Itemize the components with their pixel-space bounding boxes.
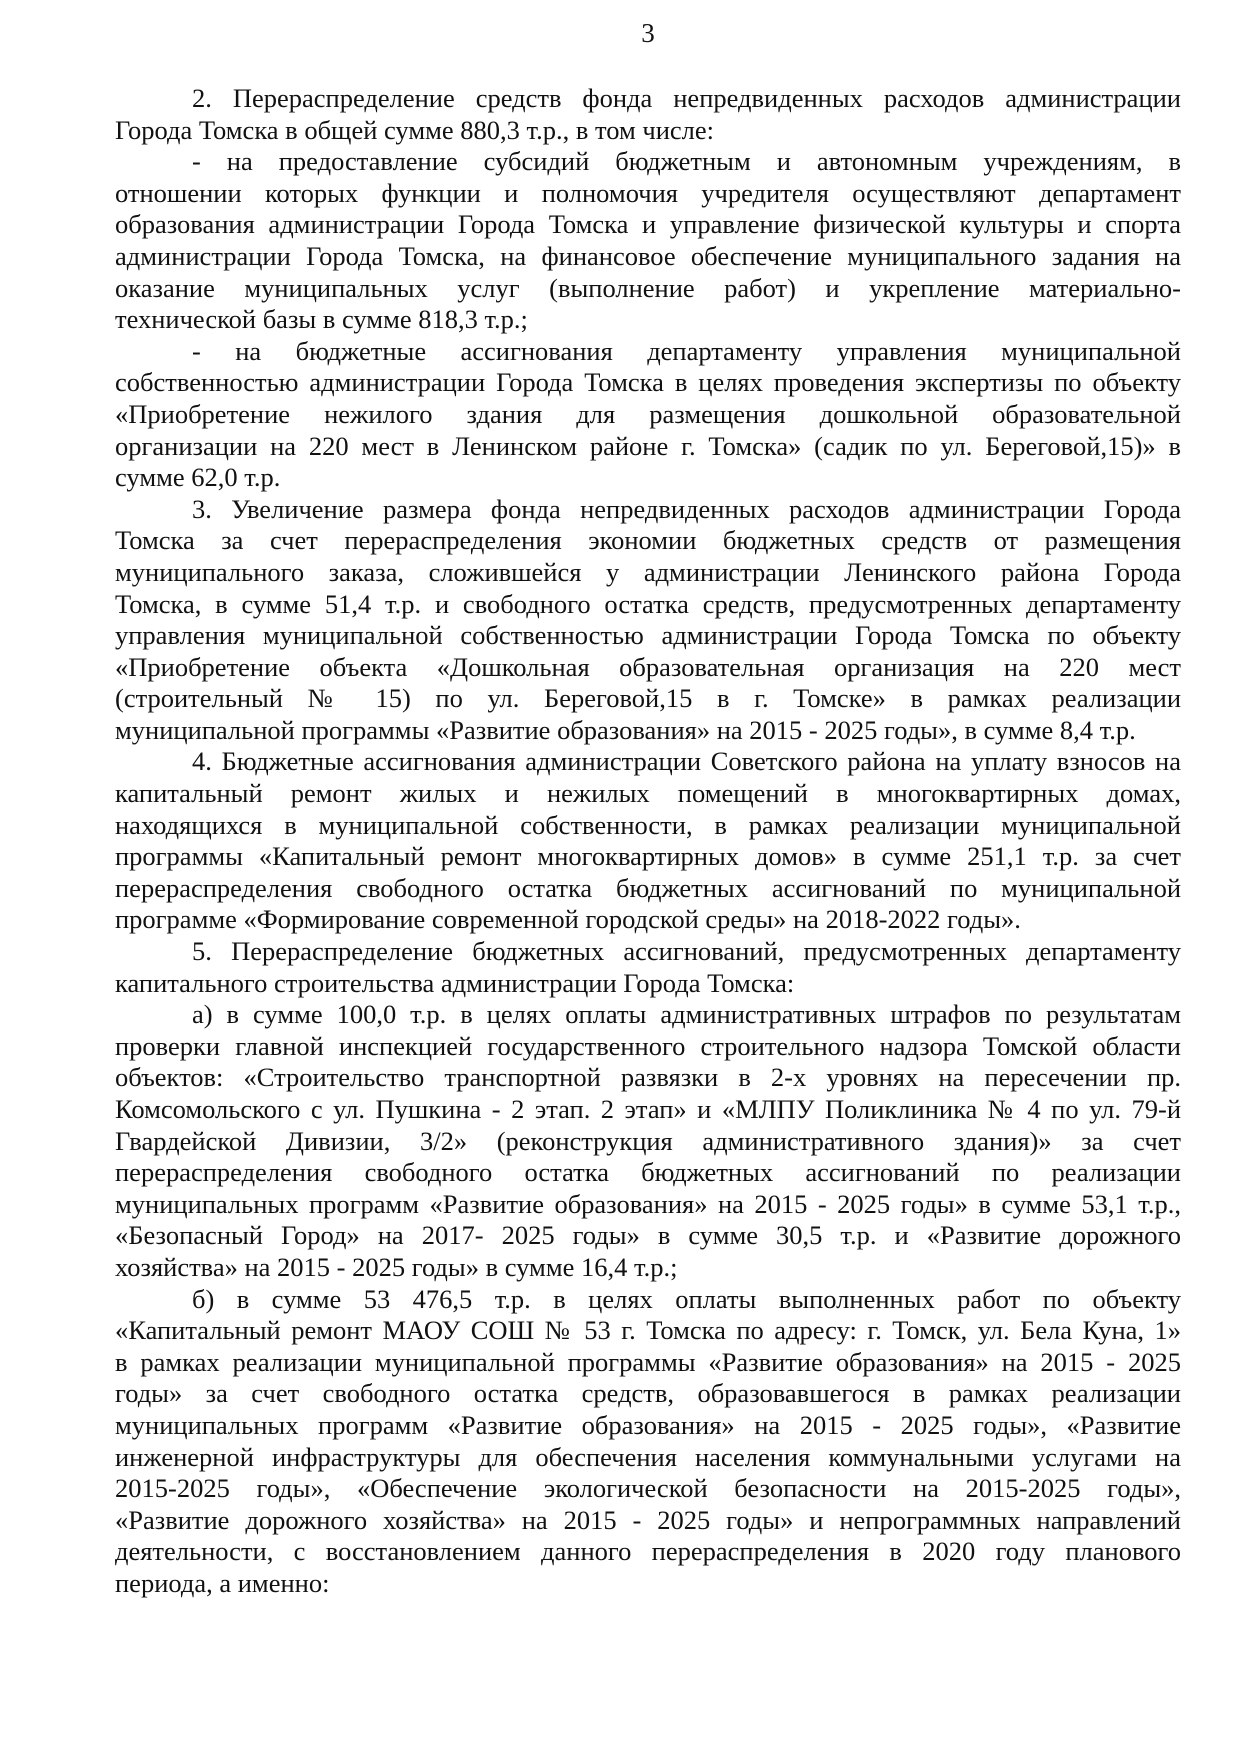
text-line: сумме 62,0 т.р. [115, 462, 281, 493]
text-line: капитальный ремонт жилых и нежилых помещений в многоквартирных домах, [115, 778, 1181, 809]
text-line: Томска, в сумме 51,4 т.р. и свободного остатка средств, предусмотренных департаменту [115, 588, 1181, 619]
text-line: 2015-2025 годы», «Обеспечение экологической безопасности на 2015-2025 годы», [115, 1473, 1181, 1504]
text-line: проверки главной инспекцией государственного строительного надзора Томской области [115, 1030, 1181, 1061]
text-line: Города Томска в общей сумме 880,3 т.р., в том числе: [115, 114, 714, 145]
text-line: управления муниципальной собственностью администрации Города Томска по объекту [115, 620, 1181, 651]
text-line: б) в сумме 53 476,5 т.р. в целях оплаты выполненных работ по объекту [192, 1283, 1181, 1314]
text-line: а) в сумме 100,0 т.р. в целях оплаты административных штрафов по результатам [192, 999, 1181, 1030]
text-line: оказание муниципальных услуг (выполнение работ) и укрепление материально- [115, 272, 1181, 303]
text-line: инженерной инфраструктуры для обеспечения населения коммунальными услугами на [115, 1441, 1181, 1472]
paragraph [115, 83, 1181, 146]
text-line: хозяйства» на 2015 - 2025 годы» в сумме 16,4 т.р.; [115, 1251, 678, 1282]
text-line: находящихся в муниципальной собственности, в рамках реализации муниципальной [115, 809, 1181, 840]
paragraph [115, 936, 1181, 999]
text-line: деятельности, с восстановлением данного перераспределения в 2020 году планового [115, 1536, 1181, 1567]
text-line: муниципальной программы «Развитие образования» на 2015 - 2025 годы», в сумме 8,4 т.р. [115, 714, 1136, 745]
text-line: годы» за счет свободного остатка средств, образовавшегося в рамках реализации [115, 1378, 1181, 1409]
text-line: Томска за счет перераспределения экономии бюджетных средств от размещения [115, 525, 1181, 556]
text-line: собственностью администрации Города Томска в целях проведения экспертизы по объекту [115, 367, 1181, 398]
text-line: в рамках реализации муниципальной программы «Развитие образования» на 2015 - 2025 [115, 1346, 1181, 1377]
paragraph [115, 494, 1181, 747]
text-line: «Приобретение нежилого здания для размещения дошкольной образовательной [115, 398, 1181, 429]
text-line: 4. Бюджетные ассигнования администрации Советского района на уплату взносов на [192, 746, 1181, 777]
text-line: программы «Капитальный ремонт многоквартирных домов» в сумме 251,1 т.р. за счет [115, 841, 1181, 872]
text-line: Гвардейской Дивизии, 3/2» (реконструкция административного здания)» за счет [115, 1125, 1181, 1156]
paragraph [115, 746, 1181, 936]
text-line: организации на 220 мест в Ленинском районе г. Томска» (садик по ул. Береговой,15)» в [115, 430, 1181, 461]
text-line: «Приобретение объекта «Дошкольная образовательная организация на 220 мест [115, 651, 1181, 682]
text-line: «Развитие дорожного хозяйства» на 2015 - 2025 годы» и непрограммных направлений [115, 1504, 1181, 1535]
text-line: капитального строительства администрации Города Томска: [115, 967, 795, 998]
text-line: 5. Перераспределение бюджетных ассигнований, предусмотренных департаменту [192, 936, 1181, 967]
text-line: - на предоставление субсидий бюджетным и автономным учреждениям, в [192, 146, 1181, 177]
text-line: администрации Города Томска, на финансовое обеспечение муниципального задания на [115, 240, 1181, 271]
paragraph [115, 1284, 1181, 1600]
text-line: объектов: «Строительство транспортной развязки в 2-х уровнях на пересечении пр. [115, 1062, 1181, 1093]
document-body [115, 83, 1181, 1600]
paragraph [115, 336, 1181, 494]
paragraph [115, 999, 1181, 1283]
text-line: образования администрации Города Томска и управление физической культуры и спорта [115, 209, 1181, 240]
page-number: 3 [641, 18, 655, 48]
text-line: 2. Перераспределение средств фонда непредвиденных расходов администрации [192, 83, 1181, 113]
text-line: (строительный № 15) по ул. Береговой,15 в г. Томске» в рамках реализации [115, 683, 1181, 714]
text-line: перераспределения свободного остатка бюджетных ассигнований по реализации [115, 1157, 1181, 1188]
text-line: 3. Увеличение размера фонда непредвиденных расходов администрации Города [192, 493, 1181, 524]
text-line: муниципальных программ «Развитие образования» на 2015 - 2025 годы», «Развитие [115, 1409, 1181, 1440]
text-line: технической базы в сумме 818,3 т.р.; [115, 304, 528, 335]
text-line: отношении которых функции и полномочия учредителя осуществляют департамент [115, 177, 1181, 208]
paragraph [115, 146, 1181, 336]
text-line: муниципальных программ «Развитие образования» на 2015 - 2025 годы» в сумме 53,1 т.р., [115, 1188, 1181, 1219]
text-line: муниципального заказа, сложившейся у администрации Ленинского района Города [115, 556, 1181, 587]
text-line: «Капитальный ремонт МАОУ СОШ № 53 г. Томска по адресу: г. Томск, ул. Бела Куна, 1» [115, 1315, 1181, 1346]
text-line: периода, а именно: [115, 1567, 330, 1598]
text-line: перераспределения свободного остатка бюджетных ассигнований по муниципальной [115, 872, 1181, 903]
text-line: «Безопасный Город» на 2017- 2025 годы» в сумме 30,5 т.р. и «Развитие дорожного [115, 1220, 1181, 1251]
text-line: - на бюджетные ассигнования департаменту управления муниципальной [192, 335, 1181, 366]
text-line: Комсомольского с ул. Пушкина - 2 этап. 2 этап» и «МЛПУ Поликлиника № 4 по ул. 79-й [115, 1094, 1181, 1124]
text-line: программе «Формирование современной городской среды» на 2018-2022 годы». [115, 904, 1021, 935]
